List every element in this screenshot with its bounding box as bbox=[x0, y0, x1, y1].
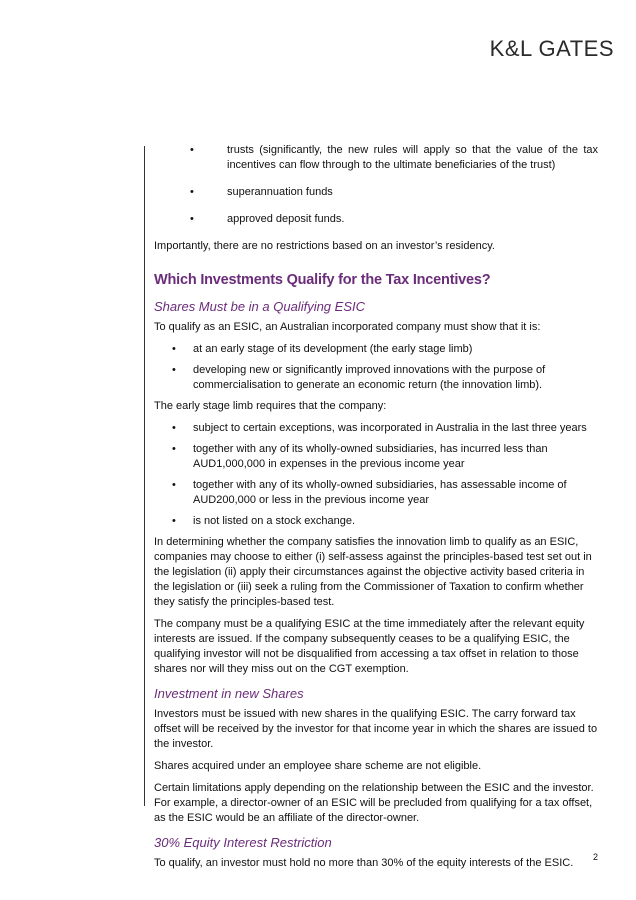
list-item: • at an early stage of its development (the early stage limb) bbox=[172, 343, 473, 355]
list-item bbox=[154, 143, 598, 173]
list-item-text: superannuation funds bbox=[227, 186, 333, 198]
list-item: • developing new or significantly improved innovations with the purpose of commercialisation to generate an economic return (the innovation limb). bbox=[172, 364, 546, 391]
list-item: • together with any of its wholly-owned subsidiaries, has assessable income of AUD200,000 or less in the previous income year bbox=[172, 479, 567, 506]
section-heading-new-shares: Investment in new Shares bbox=[154, 686, 304, 701]
main-heading: Which Investments Qualify for the Tax Incentives? bbox=[154, 272, 491, 288]
innovation-paragraph: In determining whether the company satisfies the innovation limb to qualify as an ESIC, companies may choose to either (i) self-assess against the principles-based test set out in the legislation (ii) apply their circumstances against the objective activity based criteria in the legislation or (iii) seek a ruling from the Commissioner of Taxation to confirm whether they satisfy the principles-based test. bbox=[154, 536, 592, 608]
esic-intro: To qualify as an ESIC, an Australian incorporated company must show that it is: bbox=[154, 321, 541, 333]
list-item-text: trusts (significantly, the new rules will apply so that the value of the tax incentives can flow through to the ultimate beneficiaries of the trust) bbox=[227, 144, 598, 171]
list-item: • subject to certain exceptions, was incorporated in Australia in the last three years bbox=[172, 422, 587, 434]
equity-paragraph: To qualify, an investor must hold no more than 30% of the equity interests of the ESIC. bbox=[154, 857, 574, 869]
bullet-icon: • bbox=[190, 144, 194, 156]
bullet-icon: • bbox=[172, 515, 176, 527]
employee-scheme-paragraph: Shares acquired under an employee share scheme are not eligible. bbox=[154, 760, 482, 772]
margin-change-bar bbox=[144, 146, 145, 806]
document-body bbox=[154, 143, 598, 878]
bullet-icon: • bbox=[172, 364, 176, 376]
bullet-icon: • bbox=[172, 343, 176, 355]
bullet-icon: • bbox=[172, 479, 176, 491]
limitations-paragraph: Certain limitations apply depending on the relationship between the ESIC and the investor. For example, a director-owner of an ESIC will be precluded from qualifying for a tax offset, as the ESIC would be an affiliate of the director-owner. bbox=[154, 782, 594, 824]
bullet-icon: • bbox=[172, 422, 176, 434]
residency-paragraph: Importantly, there are no restrictions based on an investor’s residency. bbox=[154, 240, 495, 252]
early-stage-intro: The early stage limb requires that the company: bbox=[154, 400, 387, 412]
bullet-icon: • bbox=[190, 213, 194, 225]
list-item: • together with any of its wholly-owned subsidiaries, has incurred less than AUD1,000,000 in expenses in the previous income year bbox=[172, 443, 548, 470]
list-item bbox=[154, 212, 598, 227]
qualifying-time-paragraph: The company must be a qualifying ESIC at the time immediately after the relevant equity interests are issued. If the company subsequently ceases to be a qualifying ESIC, the qualifying investor will not be disqualified from accessing a tax offset in relation to those shares nor will they miss out on the CGT exemption. bbox=[154, 618, 585, 675]
section-heading-esic: Shares Must be in a Qualifying ESIC bbox=[154, 299, 365, 314]
section-heading-equity: 30% Equity Interest Restriction bbox=[154, 835, 332, 850]
bullet-icon: • bbox=[172, 443, 176, 455]
list-item bbox=[154, 185, 598, 200]
bullet-icon: • bbox=[190, 186, 194, 198]
page-number: 2 bbox=[592, 852, 598, 862]
list-item: • is not listed on a stock exchange. bbox=[172, 515, 356, 527]
esic-criteria-list bbox=[154, 342, 598, 393]
early-stage-list bbox=[154, 421, 598, 529]
list-item-text: approved deposit funds. bbox=[227, 213, 345, 225]
new-shares-paragraph: Investors must be issued with new shares in the qualifying ESIC. The carry forward tax offset will be received by the investor for that income year in which the shares are issued to the investor. bbox=[154, 708, 598, 750]
company-logo: K&L GATES bbox=[489, 36, 614, 61]
